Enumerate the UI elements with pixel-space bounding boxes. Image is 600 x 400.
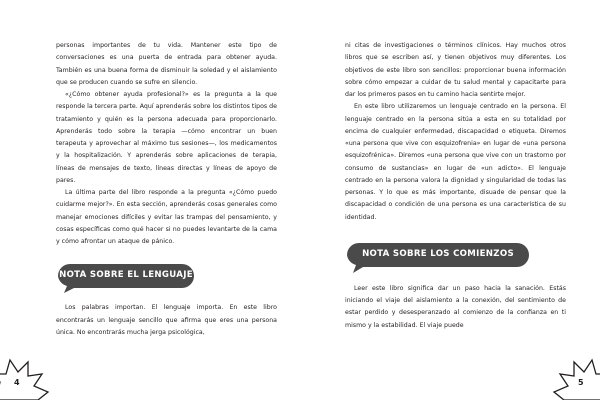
left-paragraph-2: «¿Cómo obtener ayuda profesional?» es la pregunta a la que responde la tercera parte. Aquí aprenderás sobre los distintos tipos de tratamiento y quién es la persona adecuada para proporcionarlo. Aprenderás todo sobre la terapia —cómo encontrar un buen terapeuta y aprovechar al máximo tus sesiones—, los medicamentos y la hospitalización. Y aprenderás sobre aplicaciones de terapia, líneas de mensajes de texto, líneas directas y líneas de apoyo de pares. [56,91,277,184]
left-page [56,40,277,339]
left-paragraph-4: Los palabras importan. El lenguaje importa. En este libro encontrarás un lenguaje sencillo que afirma que eres una persona única. No encontrarás mucha jerga psicológica, [56,304,277,336]
right-paragraph-1: ni citas de investigaciones o términos clínicos. Hay muchos otros libros que se escriben así, y tienen objetivos muy diferentes. Los objetivos de este libro son sencillos: proporcionar buena información sobre cómo empezar a cuidar de tu salud mental y capacitarte para dar los primeros pasos en tu camino hacia sentirte mejor. [345,42,566,98]
right-paragraph-3: Leer este libro significa dar un paso hacia la sanación. Estás iniciando el viaje del aislamiento a la conexión, del sentimiento de estar perdido y desesperanzado al comienzo de la confianza en ti mismo y la estabilidad. El viaje puede [345,284,566,329]
section-title-lenguaje: NOTA SOBRE EL LENGUAJE [59,270,193,281]
left-paragraph-1: personas importantes de tu vida. Mantener este tipo de conversaciones es una puerta de entrada para obtener ayuda. También es una buena forma de disminuir la soledad y el aislamiento que se producen cuando se sufre en silencio. [56,42,277,86]
section-heading-comienzos [345,241,566,275]
right-page [345,40,566,332]
starburst-icon [548,352,600,400]
starburst-icon [0,352,54,400]
left-paragraph-3: La última parte del libro responde a la pregunta «¿Cómo puedo cuidarme mejor?». En esta sección, aprenderás cosas generales como manejar emociones difíciles y evitar las trampas del pensamiento, y cosas específicas como qué hacer si no puedes levantarte de la cama y cómo afrontar un ataque de pánico. [56,189,277,245]
right-paragraph-2: En este libro utilizaremos un lenguaje centrado en la persona. El lenguaje centrado en la persona sitúa a esta en su totalidad por encima de cualquier enfermedad, discapacidad o etiqueta. Diremos «una persona que vive con esquizofrenia» en lugar de «una persona esquizofrénica». Diremos «una persona que vive con un trastorno por consumo de sustancias» en lugar de «un adicto». El lenguaje centrado en la persona valora la dignidad y singularidad de todas las personas. Y lo que es más importante, disuade de pensar que la discapacidad o condición de una persona es una característica de su identidad. [345,103,566,221]
section-title-comienzos: NOTA SOBRE LOS COMIENZOS [362,248,514,259]
section-heading-lenguaje [56,262,277,294]
page-number-left: 4 [14,378,20,387]
page-number-right: 5 [578,378,584,387]
